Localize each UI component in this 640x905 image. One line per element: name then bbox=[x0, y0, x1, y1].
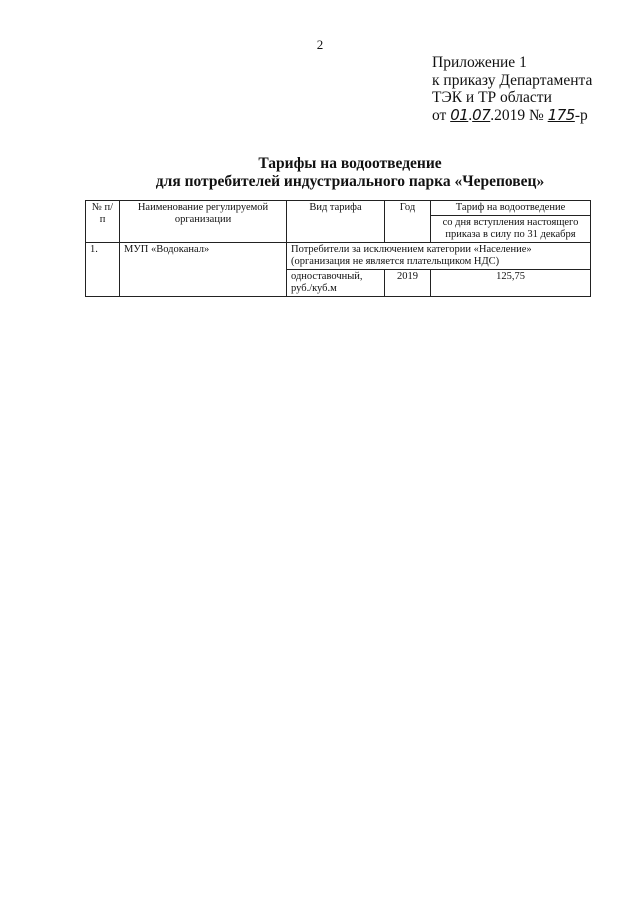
row-num: 1. bbox=[86, 243, 120, 297]
tariff-table bbox=[85, 200, 591, 297]
header-num: № п/п bbox=[86, 201, 120, 243]
row-organization: МУП «Водоканал» bbox=[120, 243, 287, 297]
handwritten-order-number: 175 bbox=[547, 105, 575, 124]
header-organization: Наименование регулируемой организации bbox=[120, 201, 287, 243]
header-tariff: Тариф на водоотведение bbox=[431, 201, 591, 216]
row-year: 2019 bbox=[385, 270, 431, 297]
document-subtitle: для потребителей индустриального парка «Череповец» bbox=[155, 173, 545, 190]
table-header-row bbox=[86, 201, 591, 216]
header-period: со дня вступления настоящего приказа в силу по 31 декабря bbox=[431, 216, 591, 243]
handwritten-month: 07 bbox=[472, 105, 491, 124]
row-tariff-type: одноставочный, руб./куб.м bbox=[287, 270, 385, 297]
row-consumers: Потребители за исключением категории «Население» (организация не является плательщиком НДС) bbox=[287, 243, 591, 270]
document-title: Тарифы на водоотведение bbox=[258, 155, 442, 172]
handwritten-day: 01 bbox=[450, 105, 469, 124]
table-row bbox=[86, 243, 591, 270]
row-value: 125,75 bbox=[431, 270, 591, 297]
date-prefix: от bbox=[432, 106, 447, 124]
order-suffix: -р bbox=[574, 106, 588, 124]
appendix-line-2: к приказу Департамента bbox=[432, 71, 593, 89]
appendix-block bbox=[432, 54, 592, 124]
appendix-line-3: ТЭК и ТР области bbox=[432, 89, 552, 106]
date-separator: . bbox=[468, 106, 473, 124]
page-number: 2 bbox=[316, 37, 324, 52]
appendix-line-1: Приложение 1 bbox=[432, 54, 527, 71]
appendix-date-line bbox=[432, 107, 592, 125]
header-year: Год bbox=[385, 201, 431, 243]
header-tariff-type: Вид тарифа bbox=[287, 201, 385, 243]
date-year: .2019 № bbox=[490, 106, 544, 124]
